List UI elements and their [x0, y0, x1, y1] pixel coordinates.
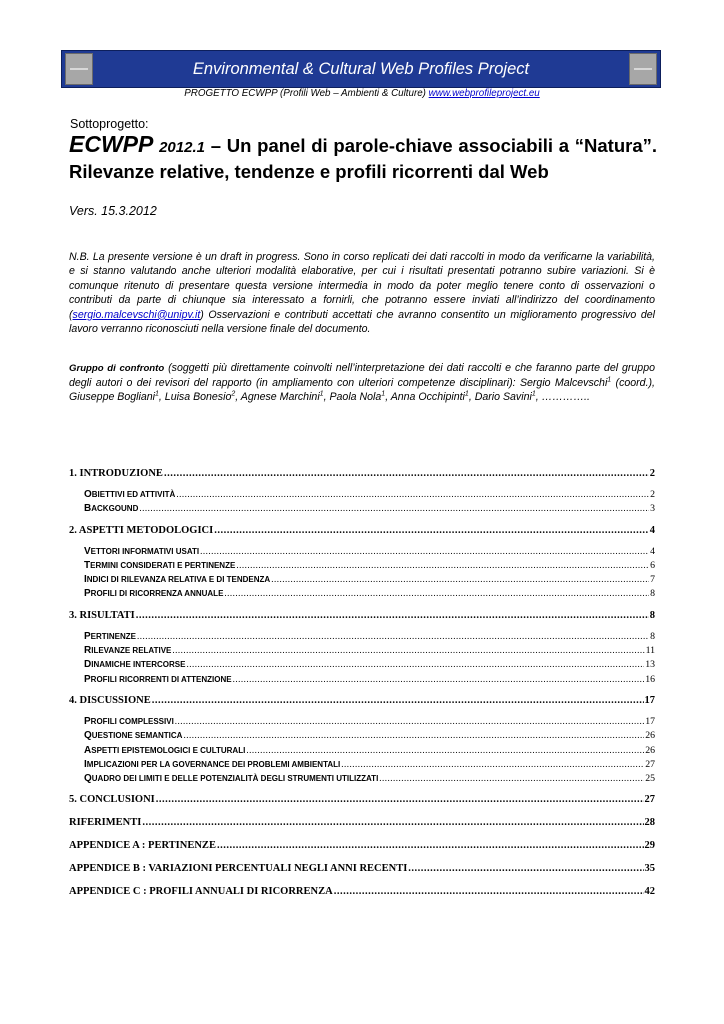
- toc-subsection-entry[interactable]: [84, 631, 655, 645]
- toc-section-entry[interactable]: [69, 886, 655, 902]
- banner-title: Environmental & Cultural Web Profiles Project: [192, 60, 530, 78]
- toc-entry-title: 4. DISCUSSIONE: [69, 694, 151, 706]
- author-affiliation: 1: [531, 390, 536, 398]
- review-group-text: (soggetti più direttamente coinvolti nell’interpretazione dei dati raccolti e che faranno parte del gruppo degli autori o dei revisori del rapporto (in ampliamento con ulteriori competenze disciplinari):: [69, 362, 655, 390]
- author-affiliation: 1: [319, 390, 324, 398]
- toc-subsection-entry[interactable]: [84, 659, 655, 673]
- toc-subsection-entry[interactable]: [84, 489, 655, 503]
- toc-entry-page: 16: [645, 673, 655, 685]
- toc-dot-leader: [271, 574, 649, 584]
- toc-entry-page: 29: [644, 840, 655, 852]
- banner-right-ornament: [629, 53, 657, 85]
- toc-dot-leader: [139, 503, 649, 513]
- toc-entry-page: 27: [645, 758, 655, 770]
- toc-entry-title: TERMINI CONSIDERATI E PERTINENZE: [84, 559, 236, 571]
- project-subline-text: PROGETTO ECWPP (Profili Web – Ambienti & Culture): [184, 88, 426, 99]
- header-banner: [61, 50, 661, 88]
- toc-entry-title: BACKGOUND: [84, 503, 139, 515]
- toc-subsection-entry[interactable]: [84, 503, 655, 517]
- toc-entry-title: VETTORI INFORMATIVI USATI: [84, 545, 200, 557]
- toc-section-entry[interactable]: [69, 817, 655, 833]
- author-affiliation: 2: [231, 390, 236, 398]
- author-name: Agnese Marchini: [240, 391, 320, 404]
- author-separator: (coord.),: [611, 377, 655, 390]
- toc-entry-title: INDICI DI RILEVANZA RELATIVA E DI TENDENZA: [84, 574, 271, 586]
- toc-dot-leader: [152, 695, 644, 706]
- toc-entry-title: 1. INTRODUZIONE: [69, 468, 163, 479]
- toc-entry-title: ASPETTI EPISTEMOLOGICI E CULTURALI: [84, 744, 246, 756]
- toc-entry-page: 26: [645, 730, 655, 742]
- review-group: [69, 361, 655, 405]
- toc-section-entry[interactable]: [69, 610, 655, 626]
- toc-entry-title: IMPLICAZIONI PER LA GOVERNANCE DEI PROBLEMI AMBIENTALI: [84, 758, 341, 770]
- toc-dot-leader: [233, 674, 645, 684]
- toc-dot-leader: [334, 886, 644, 897]
- toc-dot-leader: [236, 560, 649, 570]
- draft-note-text: N.B. La presente versione è un draft in progress. Sono in corso replicati dei dati raccolti in modo da verificarne la variabilità, e si stanno valutando anche ulteriori modalità elaborative, per cui i risultati presentati potranno subire variazioni. Si è comunque ritenuto di presentare questa versione intermedia in modo da poter meglio tenere conto di osservazioni o contributi da parte di chiunque sia interessato a fornirli, che potranno essere inviati all’indirizzo del coordinamento (: [69, 251, 655, 321]
- author-name: Paola Nola: [329, 391, 382, 404]
- author-separator: , …………..: [535, 391, 590, 404]
- document-version: Vers. 15.3.2012: [69, 204, 157, 218]
- author-affiliation: 1: [381, 390, 386, 398]
- toc-dot-leader: [217, 840, 644, 851]
- author-separator: ,: [158, 391, 165, 404]
- toc-subsection-entry[interactable]: [84, 645, 655, 659]
- toc-entry-page: 7: [650, 574, 655, 586]
- author-name: Luisa Bonesio: [164, 391, 232, 404]
- author-separator: ,: [385, 391, 391, 404]
- toc-entry-page: 27: [644, 794, 655, 806]
- subproject-label: Sottoprogetto:: [70, 117, 149, 131]
- toc-section-entry[interactable]: [69, 695, 655, 711]
- toc-entry-title: OBIETTIVI ED ATTIVITÀ: [84, 489, 176, 500]
- toc-entry-title: QUESTIONE SEMANTICA: [84, 730, 183, 742]
- toc-entry-page: 11: [645, 645, 655, 657]
- author-affiliation: 1: [155, 390, 159, 398]
- toc-section-entry[interactable]: [69, 525, 655, 541]
- toc-dot-leader: [172, 645, 644, 655]
- toc-subsection-entry[interactable]: [84, 588, 655, 602]
- toc-entry-page: 4: [650, 545, 655, 557]
- toc-dot-leader: [224, 588, 649, 598]
- author-separator: ,: [468, 391, 475, 404]
- toc-entry-page: 35: [644, 863, 655, 875]
- toc-subsection-entry[interactable]: [84, 730, 655, 744]
- toc-entry-page: 4: [649, 524, 655, 536]
- toc-entry-title: 2. ASPETTI METODOLOGICI: [69, 524, 214, 536]
- author-affiliation: 1: [607, 376, 612, 384]
- toc-dot-leader: [186, 659, 644, 669]
- toc-dot-leader: [137, 631, 649, 641]
- draft-note-text-end: ) Osservazioni e contributi accettati che avranno consentito un miglioramento progressivo del lavoro verranno riconosciuti nella versione finale del documento.: [69, 308, 655, 336]
- toc-subsection-entry[interactable]: [84, 546, 655, 560]
- toc-entry-title: APPENDICE C : PROFILI ANNUALI DI RICORRENZA: [69, 886, 333, 898]
- toc-dot-leader: [164, 468, 649, 479]
- toc-entry-page: 8: [649, 609, 655, 621]
- toc-subsection-entry[interactable]: [84, 716, 655, 730]
- toc-entry-title: DINAMICHE INTERCORSE: [84, 659, 186, 671]
- toc-entry-page: 28: [644, 817, 655, 829]
- toc-section-entry[interactable]: [69, 840, 655, 856]
- toc-subsection-entry[interactable]: [84, 759, 655, 773]
- document-title: [69, 132, 657, 184]
- toc-section-entry[interactable]: [69, 863, 655, 879]
- toc-subsection-entry[interactable]: [84, 773, 655, 787]
- toc-entry-page: 8: [650, 588, 655, 600]
- toc-dot-leader: [214, 525, 649, 536]
- toc-entry-title: 3. RISULTATI: [69, 609, 135, 621]
- toc-entry-title: 5. CONCLUSIONI: [69, 794, 155, 806]
- title-text: – Un panel di parole-chiave associabili a “Natura”. Rilevanze relative, tendenze e profili ricorrenti dal Web: [69, 135, 658, 182]
- toc-entry-title: RILEVANZE RELATIVE: [84, 645, 172, 657]
- toc-subsection-entry[interactable]: [84, 560, 655, 574]
- author-separator: ,: [235, 391, 241, 404]
- title-year: 2012.1: [159, 139, 205, 156]
- toc-dot-leader: [408, 863, 643, 874]
- toc-subsection-entry[interactable]: [84, 674, 655, 688]
- toc-entry-title: QUADRO DEI LIMITI E DELLE POTENZIALITÀ DEGLI STRUMENTI UTILIZZATI: [84, 773, 379, 785]
- toc-entry-title: APPENDICE B : VARIAZIONI PERCENTUALI NEGLI ANNI RECENTI: [69, 863, 408, 875]
- author-name: Giuseppe Bogliani: [69, 391, 155, 404]
- toc-entry-title: PERTINENZE: [84, 630, 137, 642]
- toc-entry-page: 3: [650, 503, 655, 515]
- toc-dot-leader: [142, 817, 643, 828]
- toc-entry-page: 42: [644, 886, 655, 898]
- toc-entry-page: 6: [650, 559, 655, 571]
- toc-dot-leader: [200, 546, 649, 556]
- toc-entry-page: 8: [650, 630, 655, 642]
- toc-dot-leader: [341, 759, 644, 769]
- toc-entry-page: 13: [645, 659, 655, 671]
- toc-dot-leader: [379, 773, 644, 783]
- review-group-label: Gruppo di confronto: [69, 363, 165, 374]
- title-code: ECWPP: [69, 131, 154, 157]
- toc-entry-title: PROFILI DI RICORRENZA ANNUALE: [84, 588, 224, 600]
- toc-entry-title: RIFERIMENTI: [69, 817, 142, 829]
- toc-subsection-entry[interactable]: [84, 745, 655, 759]
- toc-dot-leader: [175, 716, 644, 726]
- toc-entry-page: 25: [645, 773, 655, 785]
- toc-section-entry[interactable]: [69, 794, 655, 810]
- coordinator-email-link[interactable]: sergio.malcevschi@unipv.it: [72, 308, 201, 321]
- toc-entry-page: 26: [645, 744, 655, 756]
- project-subline: [0, 88, 724, 99]
- project-website-link[interactable]: www.webprofileproject.eu: [428, 88, 540, 99]
- toc-entry-page: 17: [645, 715, 655, 727]
- author-name: Dario Savini: [474, 391, 532, 404]
- toc-entry-title: PROFILI COMPLESSIVI: [84, 715, 174, 727]
- toc-entry-title: PROFILI RICORRENTI DI ATTENZIONE: [84, 673, 232, 685]
- draft-note: [69, 250, 655, 336]
- toc-entry-title: APPENDICE A : PERTINENZE: [69, 840, 216, 852]
- author-affiliation: 1: [464, 390, 469, 398]
- toc-dot-leader: [136, 610, 649, 621]
- toc-entry-page: 17: [644, 694, 655, 706]
- toc-dot-leader: [183, 730, 644, 740]
- author-name: Anna Occhipinti: [390, 391, 465, 404]
- toc-entry-page: 2: [649, 468, 655, 479]
- table-of-contents: [69, 468, 655, 902]
- author-separator: ,: [323, 391, 330, 404]
- toc-subsection-entry[interactable]: [84, 574, 655, 588]
- toc-dot-leader: [246, 745, 644, 755]
- toc-dot-leader: [176, 489, 649, 499]
- author-name: Sergio Malcevschi: [519, 377, 608, 390]
- toc-section-entry[interactable]: [69, 468, 655, 484]
- toc-entry-page: 2: [650, 489, 655, 500]
- toc-dot-leader: [156, 794, 644, 805]
